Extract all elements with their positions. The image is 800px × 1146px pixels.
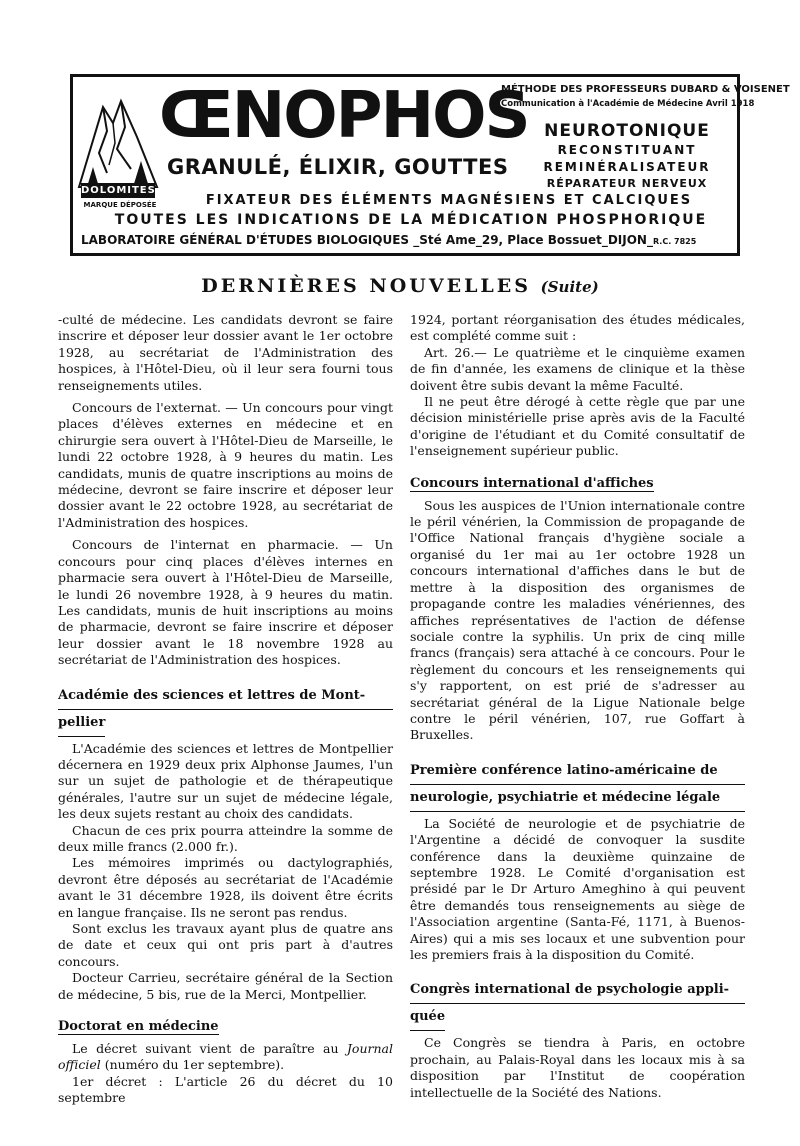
- paragraph-body: — Un concours pour cinq places d'élèves internes en pharmacie sera ouvert à l'Hôtel-Dieu de Marseille, le lundi 26 novembre 1928, à 9 heures du matin. Les candidats, munis de huit inscriptions au moins de pharmacie, devront se faire inscrire et déposer leur dossier avant le 18 novembre 1928 au secrétariat de l'Administration des hospices.: [58, 537, 393, 668]
- page-title: [0, 275, 800, 297]
- paragraph: Art. 26.— Le quatrième et le cinquième examen de fin d'année, les examens de clinique et la thèse doivent être subis devant la même Faculté.: [410, 344, 745, 393]
- paragraph-lead: Concours de l'internat en pharmacie.: [72, 537, 339, 553]
- marque-deposee-label: MARQUE DÉPOSÉE: [83, 201, 157, 209]
- paragraph: [58, 537, 393, 668]
- right-column: [410, 312, 745, 1107]
- laboratory-address: LABORATOIRE GÉNÉRAL D'ÉTUDES BIOLOGIQUES _Sté Ame_29, Place Bossuet_DIJON_: [81, 233, 653, 247]
- paragraph-body: Le décret suivant vient de paraître au: [72, 1041, 347, 1057]
- paragraph-body: (numéro du 1er septembre).: [100, 1057, 285, 1073]
- paragraph: Sont exclus les travaux ayant plus de quatre ans de date et ceux qui ont pris part à d'autres concours.: [58, 921, 393, 969]
- paragraph: Chacun de ces prix pourra atteindre la somme de deux mille francs (2.000 fr.).: [58, 822, 393, 854]
- left-column: [58, 312, 393, 1107]
- paragraph: Ce Congrès se tiendra à Paris, en octobre prochain, au Palais-Royal dans les locaux mis à sa disposition par l'Institut de coopération intellectuelle de la Société des Nations.: [410, 1035, 745, 1100]
- paragraph: La Société de neurologie et de psychiatrie de l'Argentine a décidé de convoquer la susdite conférence dans la deuxième quinzaine de septembre 1928. Le Comité d'organisation est présidé par le Dr Arturo Ameghino à qui peuvent être demandés tous renseignements au siège de l'Association argentine (Santa-Fé, 1171, à Buenos-Aires) qui a mis ses locaux et une subvention pour les premiers frais à la disposition du Comité.: [410, 815, 745, 962]
- method-line: MÉTHODE DES PROFESSEURS DUBARD & VOISENET: [501, 84, 790, 95]
- paragraph-body: — Un concours pour vingt places d'élèves externes en médecine et en chirurgie sera ouvert à l'Hôtel-Dieu de Marseille, le lundi 22 octobre 1928, à 9 heures du matin. Les candidats, munis de quatre inscriptions au moins de médecine, devront se faire inscrire et déposer leur dossier avant le 22 octobre 1928, au secrétariat de l'Administration des hospices.: [58, 400, 393, 530]
- rc-number: R.C. 7825: [652, 237, 697, 246]
- advertisement-box: [70, 74, 790, 256]
- heading-line: Première conférence latino-américaine de: [410, 758, 745, 785]
- product-forms: GRANULÉ, ÉLIXIR, GOUTTES: [167, 155, 509, 179]
- paragraph-lead: Concours de l'externat.: [72, 400, 221, 416]
- heading-line: pellier: [58, 710, 105, 737]
- heading-line: neurologie, psychiatrie et médecine légale: [410, 785, 745, 812]
- indications-line: TOUTES LES INDICATIONS DE LA MÉDICATION PHOSPHORIQUE: [114, 212, 708, 228]
- section-heading-doctorat: [58, 1017, 393, 1037]
- heading-line: Concours international d'affiches: [410, 475, 654, 491]
- claim-reconstituant: RECONSTITUANT: [557, 143, 697, 157]
- paragraph: [58, 1041, 393, 1074]
- heading-line: Académie des sciences et lettres de Mont-: [58, 683, 393, 710]
- laboratory-line: [81, 233, 737, 247]
- claim-remineralisateur: REMINÉRALISATEUR: [543, 160, 711, 174]
- dolomites-label: DOLOMITES: [81, 185, 156, 196]
- paragraph: Docteur Carrieu, secrétaire général de la Section de médecine, 5 bis, rue de la Merci, Montpellier.: [58, 970, 393, 1002]
- fixateur-line: FIXATEUR DES ÉLÉMENTS MAGNÉSIENS ET CALCIQUES: [205, 193, 693, 208]
- paragraph: [58, 400, 393, 531]
- heading-line: Congrès international de psychologie appli-: [410, 977, 745, 1004]
- heading-line: Doctorat en médecine: [58, 1019, 219, 1035]
- communication-line: Communication à l'Académie de Médecine Avril 1918: [501, 99, 755, 109]
- paragraph: Sous les auspices de l'Union internationale contre le péril vénérien, la Commission de propagande de l'Office National français d'hygiène sociale a organisé du 1er mai au 1er octobre 1928 un concours international d'affiches dans le but de mettre à la disposition des organismes de propagande contre les maladies vénériennes, des affiches représentatives de l'action de défense sociale contre la syphilis. Un prix de cinq mille francs (français) sera attaché à ce concours. Pour le règlement du concours et les renseignements qui s'y rapportent, on est prié de s'adresser au secrétariat général de la Ligue Nationale belge contre le péril vénérien, 107, rue Goffart à Bruxelles.: [410, 497, 745, 743]
- paragraph: 1er décret : L'article 26 du décret du 10 septembre: [58, 1073, 393, 1106]
- title-suite: (Suite): [540, 278, 599, 296]
- paragraph: L'Académie des sciences et lettres de Montpellier décernera en 1929 deux prix Alphonse Jaumes, l'un sur un sujet de pathologie et de thérapeutique générales, l'autre sur un sujet de médecine légale, les deux sujets restant au choix des candidats.: [58, 740, 393, 822]
- claim-neurotonique: NEUROTONIQUE: [544, 121, 710, 141]
- section-heading-academie: [58, 683, 393, 737]
- paragraph: Les mémoires imprimés ou dactylographiés, devront être déposés au secrétariat de l'Académie avant le 31 décembre 1928, ils doivent être écrits en langue française. Ils ne seront pas rendus.: [58, 855, 393, 920]
- journal-title: Journal officiel: [58, 1041, 393, 1073]
- title-text: DERNIÈRES NOUVELLES: [201, 275, 531, 297]
- paragraph: Il ne peut être dérogé à cette règle que par une décision ministérielle prise après avis de la Faculté d'origine de l'étudiant et du Comité consultatif de l'enseignement supérieur public.: [410, 394, 745, 459]
- paragraph: -culté de médecine. Les candidats devront se faire inscrire et déposer leur dossier avant le 1er octobre 1928, au secrétariat de l'Administration des hospices, à l'Hôtel-Dieu, où il leur sera fourni tous renseignements utiles.: [58, 312, 393, 393]
- section-heading-congres: [410, 977, 745, 1031]
- paragraph: 1924, portant réorganisation des études médicales, est complété comme suit :: [410, 312, 745, 344]
- claim-reparateur: RÉPARATEUR NERVEUX: [546, 177, 708, 190]
- heading-line: quée: [410, 1004, 445, 1031]
- section-heading-affiches: [410, 474, 745, 494]
- section-heading-conference: [410, 758, 745, 812]
- brand-name: ŒNOPHOS: [159, 79, 529, 153]
